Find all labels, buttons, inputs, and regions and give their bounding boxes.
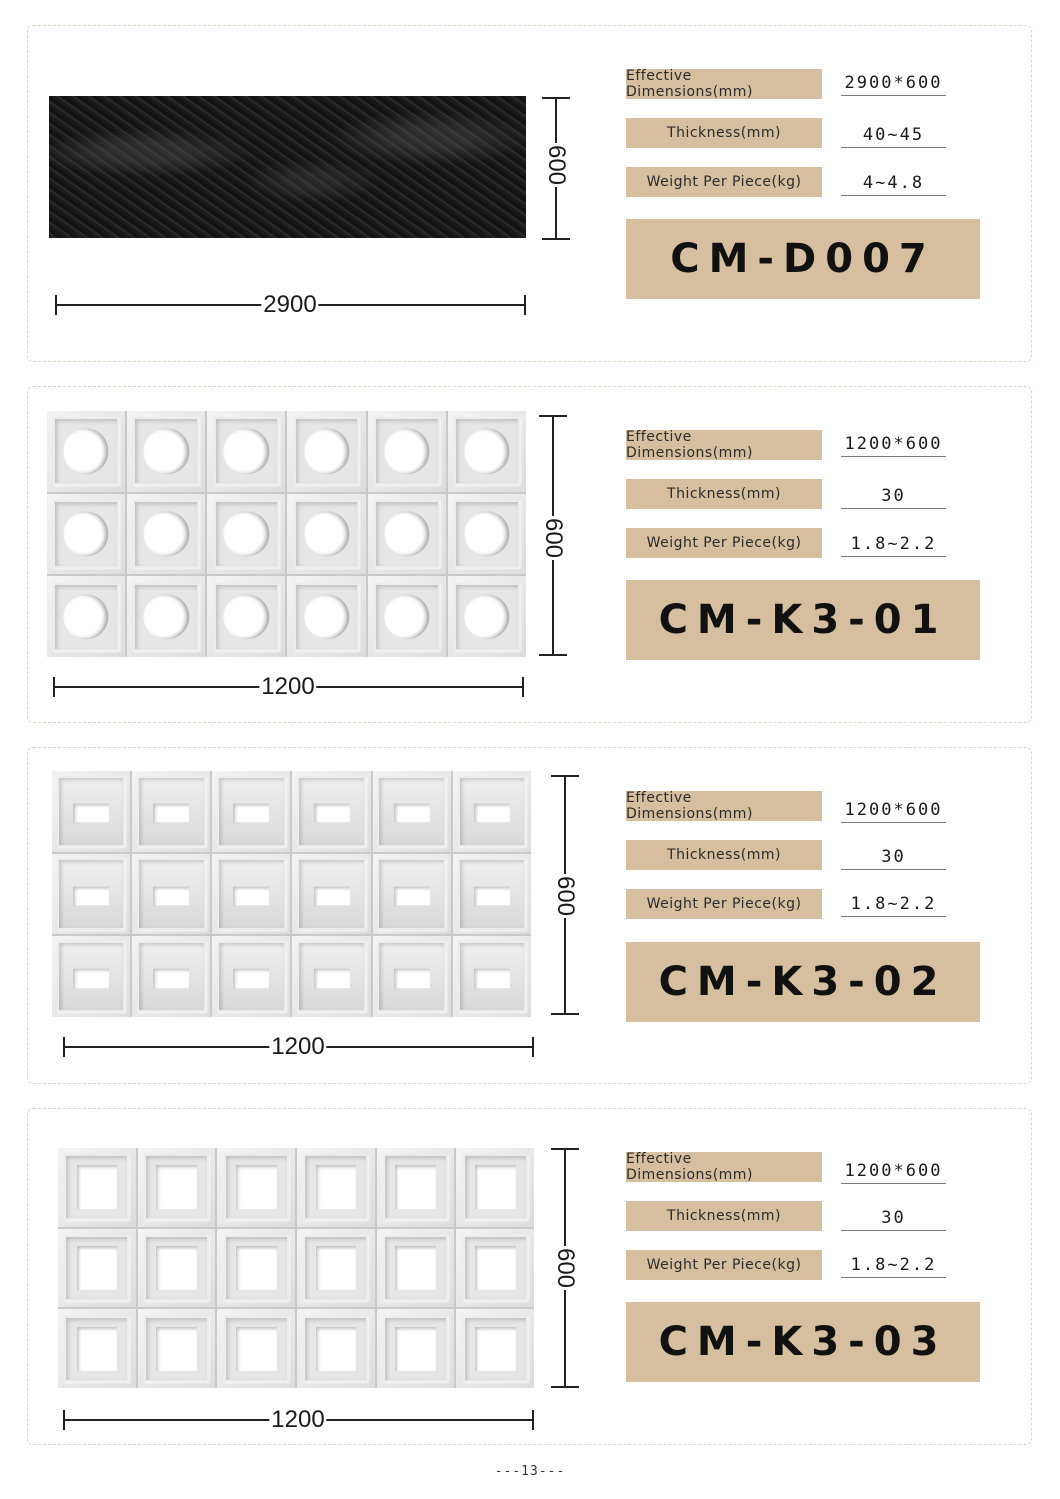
panel-tile	[456, 1148, 534, 1227]
panel-tile	[52, 771, 130, 852]
spec-value-thickness: 30	[841, 842, 946, 870]
panel-tile	[207, 494, 285, 575]
panel-tile	[448, 411, 526, 492]
spec-label-dimensions: Effective Dimensions(mm)	[626, 69, 822, 99]
panel-tile	[377, 1309, 455, 1388]
panel-tile	[297, 1309, 375, 1388]
panel-tile	[212, 771, 290, 852]
width-dimension-label: 1200	[271, 1406, 325, 1433]
panel-tile	[212, 854, 290, 935]
width-dimension-label: 2900	[263, 291, 317, 318]
panel-tile	[132, 936, 210, 1017]
panel-tile	[368, 411, 446, 492]
product-image-k3-02	[52, 771, 531, 1017]
panel-tile	[287, 494, 365, 575]
panel-tile	[217, 1229, 295, 1308]
panel-tile	[448, 494, 526, 575]
panel-tile	[448, 576, 526, 657]
spec-value-weight: 1.8~2.2	[841, 1250, 946, 1278]
spec-label-weight: Weight Per Piece(kg)	[626, 528, 822, 558]
width-dimension-label: 1200	[261, 673, 315, 700]
width-dimension-label: 1200	[271, 1033, 325, 1060]
panel-tile	[207, 411, 285, 492]
product-image-k3-01	[47, 411, 526, 657]
panel-tile	[132, 771, 210, 852]
panel-tile	[138, 1229, 216, 1308]
panel-tile	[127, 576, 205, 657]
spec-label-dimensions: Effective Dimensions(mm)	[626, 430, 822, 460]
spec-value-dimensions: 2900*600	[841, 68, 946, 96]
panel-tile	[47, 411, 125, 492]
panel-tile	[207, 576, 285, 657]
spec-label-weight: Weight Per Piece(kg)	[626, 1250, 822, 1280]
panel-tile	[132, 854, 210, 935]
panel-tile	[127, 494, 205, 575]
spec-label-dimensions: Effective Dimensions(mm)	[626, 1152, 822, 1182]
height-dimension-label: 600	[552, 1247, 579, 1289]
panel-tile	[52, 854, 130, 935]
panel-tile	[373, 854, 451, 935]
panel-tile	[297, 1148, 375, 1227]
spec-value-weight: 4~4.8	[841, 168, 946, 196]
panel-tile	[456, 1229, 534, 1308]
product-image-k3-03	[58, 1148, 534, 1388]
panel-tile	[297, 1229, 375, 1308]
height-dimension-label: 600	[540, 517, 567, 559]
model-name: CM-K3-01	[626, 580, 980, 660]
panel-tile	[377, 1148, 455, 1227]
panel-tile	[47, 494, 125, 575]
panel-tile	[217, 1309, 295, 1388]
spec-value-thickness: 40~45	[841, 120, 946, 148]
panel-tile	[217, 1148, 295, 1227]
spec-value-weight: 1.8~2.2	[841, 529, 946, 557]
panel-tile	[368, 576, 446, 657]
panel-tile	[377, 1229, 455, 1308]
spec-value-thickness: 30	[841, 1203, 946, 1231]
spec-value-dimensions: 1200*600	[841, 1156, 946, 1184]
height-dimension-label: 600	[543, 144, 570, 186]
spec-value-weight: 1.8~2.2	[841, 889, 946, 917]
spec-value-dimensions: 1200*600	[841, 795, 946, 823]
model-name: CM-D007	[626, 219, 980, 299]
panel-tile	[127, 411, 205, 492]
model-name: CM-K3-03	[626, 1302, 980, 1382]
spec-label-thickness: Thickness(mm)	[626, 118, 822, 148]
spec-label-thickness: Thickness(mm)	[626, 840, 822, 870]
panel-tile	[52, 936, 130, 1017]
panel-tile	[58, 1309, 136, 1388]
spec-label-thickness: Thickness(mm)	[626, 1201, 822, 1231]
model-name: CM-K3-02	[626, 942, 980, 1022]
panel-tile	[292, 854, 370, 935]
panel-tile	[453, 936, 531, 1017]
panel-tile	[453, 854, 531, 935]
spec-label-weight: Weight Per Piece(kg)	[626, 167, 822, 197]
panel-tile	[287, 576, 365, 657]
page-number: ---13---	[494, 1464, 566, 1479]
panel-tile	[373, 771, 451, 852]
panel-tile	[47, 576, 125, 657]
panel-tile	[292, 936, 370, 1017]
spec-label-weight: Weight Per Piece(kg)	[626, 889, 822, 919]
panel-tile	[138, 1309, 216, 1388]
panel-tile	[287, 411, 365, 492]
panel-tile	[212, 936, 290, 1017]
product-image-d007	[49, 96, 526, 238]
height-dimension-label: 600	[552, 875, 579, 917]
panel-tile	[373, 936, 451, 1017]
spec-label-dimensions: Effective Dimensions(mm)	[626, 791, 822, 821]
panel-tile	[58, 1229, 136, 1308]
panel-tile	[368, 494, 446, 575]
panel-tile	[292, 771, 370, 852]
panel-tile	[456, 1309, 534, 1388]
spec-label-thickness: Thickness(mm)	[626, 479, 822, 509]
spec-value-thickness: 30	[841, 481, 946, 509]
panel-tile	[453, 771, 531, 852]
panel-tile	[138, 1148, 216, 1227]
panel-tile	[58, 1148, 136, 1227]
spec-value-dimensions: 1200*600	[841, 429, 946, 457]
